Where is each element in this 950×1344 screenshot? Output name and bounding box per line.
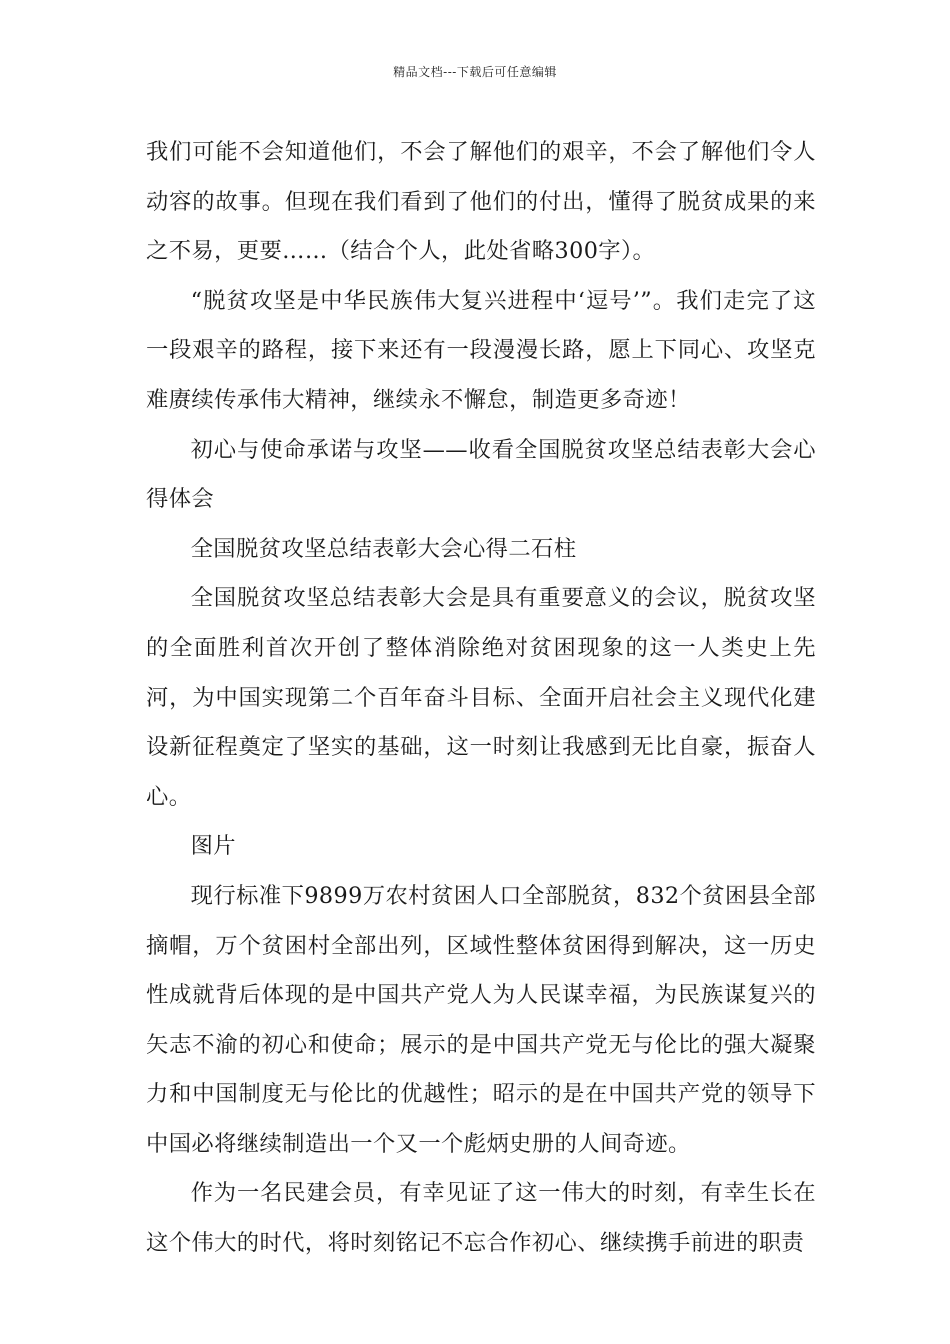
document-body: [146, 128, 816, 1269]
page-header: 精品文档---下载后可任意编辑: [393, 65, 557, 79]
paragraph-5: 全国脱贫攻坚总结表彰大会是具有重要意义的会议，脱贫攻坚的全面胜利首次开创了整体消除绝对贫困现象的这一人类史上先河，为中国实现第二个百年奋斗目标、全面开启社会主义现代化建设新征程奠定了坚实的基础，这一时刻让我感到无比自豪，振奋人心。: [146, 585, 816, 810]
paragraph-1: 我们可能不会知道他们，不会了解他们的艰辛，不会了解他们令人动容的故事。但现在我们看到了他们的付出，懂得了脱贫成果的来之不易，更要……（结合个人，此处省略300字）。: [146, 139, 816, 265]
paragraph-7: 现行标准下9899万农村贫困人口全部脱贫，832个贫困县全部摘帽，万个贫困村全部出列，区域性整体贫困得到解决，这一历史性成就背后体现的是中国共产党人为人民谋幸福，为民族谋复兴的矢志不渝的初心和使命；展示的是中国共产党无与伦比的强大凝聚力和中国制度无与伦比的优越性；昭示的是在中国共产党的领导下中国必将继续制造出一个又一个彪炳史册的人间奇迹。: [146, 882, 816, 1157]
paragraph-3-title: 初心与使命承诺与攻坚——收看全国脱贫攻坚总结表彰大会心得体会: [146, 436, 816, 513]
paragraph-2: “脱贫攻坚是中华民族伟大复兴进程中‘逗号’”。我们走完了这一段艰辛的路程，接下来还有一段漫漫长路，愿上下同心、攻坚克难赓续传承伟大精神，继续永不懈怠，制造更多奇迹！: [146, 287, 816, 413]
paragraph-4-subtitle: 全国脱贫攻坚总结表彰大会心得二石柱: [190, 535, 577, 562]
paragraph-8: 作为一名民建会员，有幸见证了这一伟大的时刻，有幸生长在这个伟大的时代，将时刻铭记不忘合作初心、继续携手前进的职责: [146, 1180, 816, 1257]
paragraph-6-image-placeholder: 图片: [190, 833, 236, 860]
